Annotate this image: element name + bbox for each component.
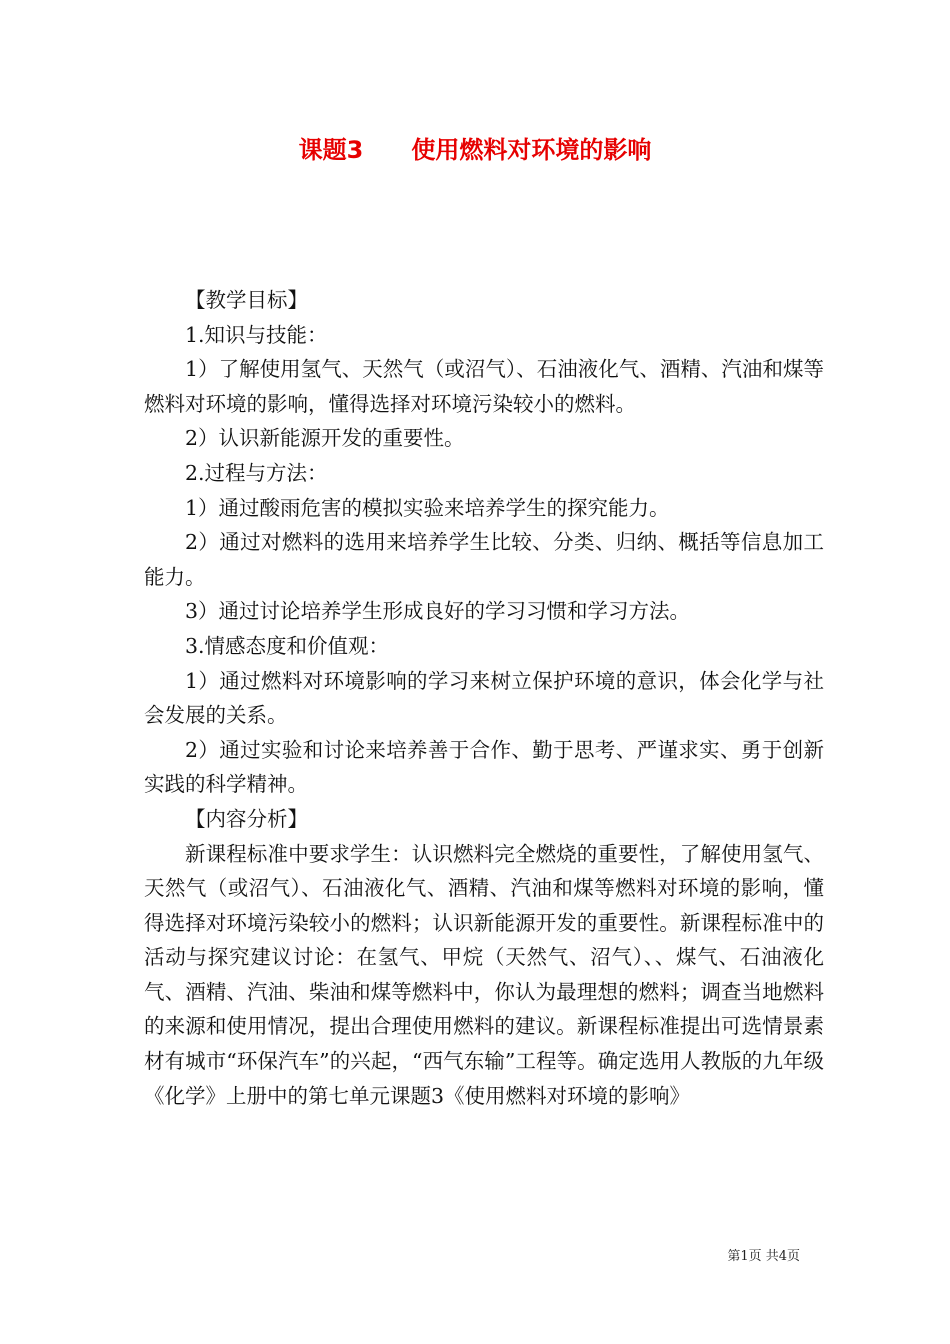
subheading-attitudes-values: 3.情感态度和价值观： <box>185 633 390 658</box>
section-heading-content-analysis: 【内容分析】 <box>185 806 308 831</box>
section-heading-objectives: 【教学目标】 <box>185 288 308 312</box>
page-number-footer: 第1页 共4页 <box>727 1249 800 1264</box>
subheading-knowledge-skills: 1.知识与技能： <box>185 322 328 347</box>
paragraph: 2）认识新能源开发的重要性。 <box>185 426 465 451</box>
paragraph: 1）了解使用氢气、天然气（或沼气）、石油液化气、酒精、汽油和煤等燃料对环境的影响，懂得选择对环境污染较小的燃料。 <box>144 357 824 416</box>
page-title: 课题3 使用燃料对环境的影响 <box>298 136 652 164</box>
paragraph: 2）通过实验和讨论来培养善于合作、勤于思考、严谨求实、勇于创新实践的科学精神。 <box>144 737 824 797</box>
paragraph: 1）通过燃料对环境影响的学习来树立保护环境的意识，体会化学与社会发展的关系。 <box>144 668 824 728</box>
paragraph: 1）通过酸雨危害的模拟实验来培养学生的探究能力。 <box>185 495 670 520</box>
subheading-process-methods: 2.过程与方法： <box>185 460 328 485</box>
paragraph: 3）通过讨论培养学生形成良好的学习习惯和学习方法。 <box>185 599 691 624</box>
paragraph: 新课程标准中要求学生：认识燃料完全燃烧的重要性，了解使用氢气、天然气（或沼气）、石油液化气、酒精、汽油和煤等燃料对环境的影响，懂得选择对环境污染较小的燃料；认识新能源开发的重要性。新课程标准中的活动与探究建议讨论：在氢气、甲烷（天然气、沼气）、、煤气、石油液化气、酒精、汽油、柴油和煤等燃料中，你认为最理想的燃料；调查当地燃料的来源和使用情况，提出合理使用燃料的建议。新课程标准提出可选情景素材有城市“环保汽车”的兴起，“西气东输”工程等。确定选用人教版的九年级《化学》上册中的第七单元课题3《使用燃料对环境的影响》 <box>144 841 824 1108</box>
paragraph: 2）通过对燃料的选用来培养学生比较、分类、归纳、概括等信息加工能力。 <box>144 530 824 589</box>
document-body <box>144 283 824 1113</box>
